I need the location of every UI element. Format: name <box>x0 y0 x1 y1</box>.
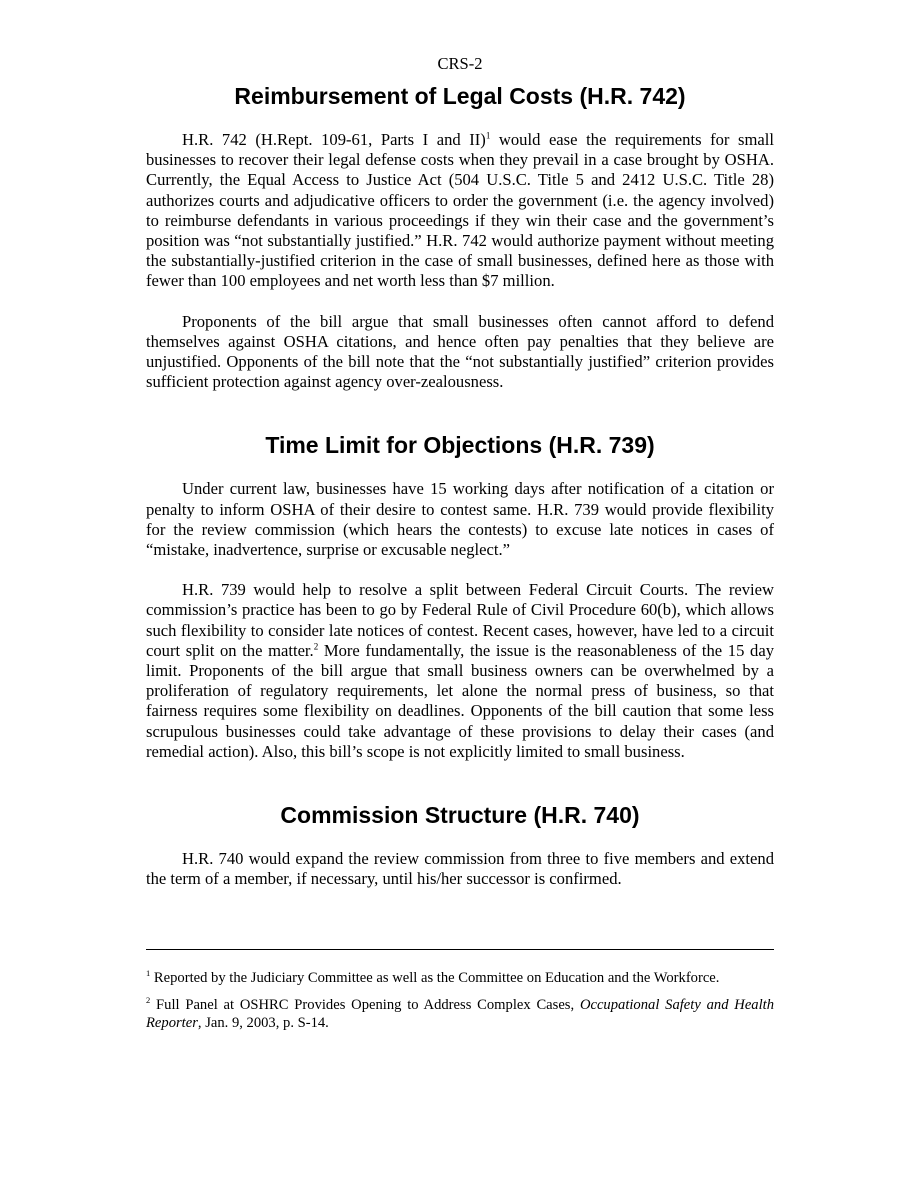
section-heading-legal-costs: Reimbursement of Legal Costs (H.R. 742) <box>234 83 686 109</box>
footnote-1: $^1$ Reported by the Judiciary Committee as well as the Committee on Education and the Workforce. <box>146 968 720 987</box>
document-page <box>146 52 774 1041</box>
page-number: CRS-2 <box>437 54 483 73</box>
footnotes <box>146 969 774 1032</box>
paragraph-legal-costs-1: H.R. 742 (H.Rept. 109-61, Parts I and II)$^1$ would ease the requirements for small businesses to recover their legal defense costs when they prevail in a case brought by OSHA. Currently, the Equal Access to Justice Act (504 U.S.C. Title 5 and 2412 U.S.C. Title 28) authorizes courts and adjudicative officers to order the government (i.e. the agency involved) to reimburse defendants in various proceedings if they win their case and the government’s position was “not substantially justified.” H.R. 742 would authorize payment without meeting the substantially-justified criterion in the case of small businesses, defined here as those with fewer than 100 employees and net worth less than $7 million. <box>146 130 774 291</box>
section-heading-time-limit: Time Limit for Objections (H.R. 739) <box>265 432 655 459</box>
paragraph-time-limit-1: Under current law, businesses have 15 working days after notification of a citation or penalty to inform OSHA of their desire to contest same. H.R. 739 would provide flexibility for the review commission (which hears the contests) to excuse late notices in cases of “mistake, inadvertence, surprise or excusable neglect.” <box>146 479 774 560</box>
footnote-divider <box>146 949 774 950</box>
footnote-2: $^2$ Full Panel at OSHRC Provides Opening to Address Complex Cases, Occupational Safety and Health Reporter, Jan. 9, 2003, p. S-14. <box>146 995 774 1032</box>
paragraph-legal-costs-2: Proponents of the bill argue that small businesses often cannot afford to defend themselves against OSHA citations, and hence often pay penalties that they believe are unjustified. Opponents of the bill note that the “not substantially justified” criterion provides sufficient protection against agency over-zealousness. <box>146 311 774 392</box>
footnote-marker-1: 1 <box>146 968 151 979</box>
footnote-marker-2: 2 <box>146 995 151 1006</box>
footnote-ref-1: 1 <box>485 130 491 141</box>
footnote-ref-2: 2 <box>313 641 319 652</box>
paragraph-commission-structure-1: H.R. 740 would expand the review commission from three to five members and extend the term of a member, if necessary, until his/her successor is confirmed. <box>146 849 774 889</box>
footnote-2-publication: Occupational Safety and Health Reporter <box>146 997 774 1032</box>
section-heading-commission-structure: Commission Structure (H.R. 740) <box>280 802 640 829</box>
paragraph-time-limit-2: H.R. 739 would help to resolve a split between Federal Circuit Courts. The review commission’s practice has been to go by Federal Rule of Civil Procedure 60(b), which allows such flexibility to consider late notices of contest. Recent cases, however, have led to a circuit court split on the matter.$^2$ More fundamentally, the issue is the reasonableness of the 15 day limit. Proponents of the bill argue that small business owners can be overwhelmed by a proliferation of regulatory requirements, let alone the normal press of business, so that fairness requires some flexibility on deadlines. Opponents of the bill caution that some less scrupulous businesses could take advantage of these provisions to delay their cases (and remedial action). Also, this bill’s scope is not explicitly limited to small business. <box>146 580 774 761</box>
